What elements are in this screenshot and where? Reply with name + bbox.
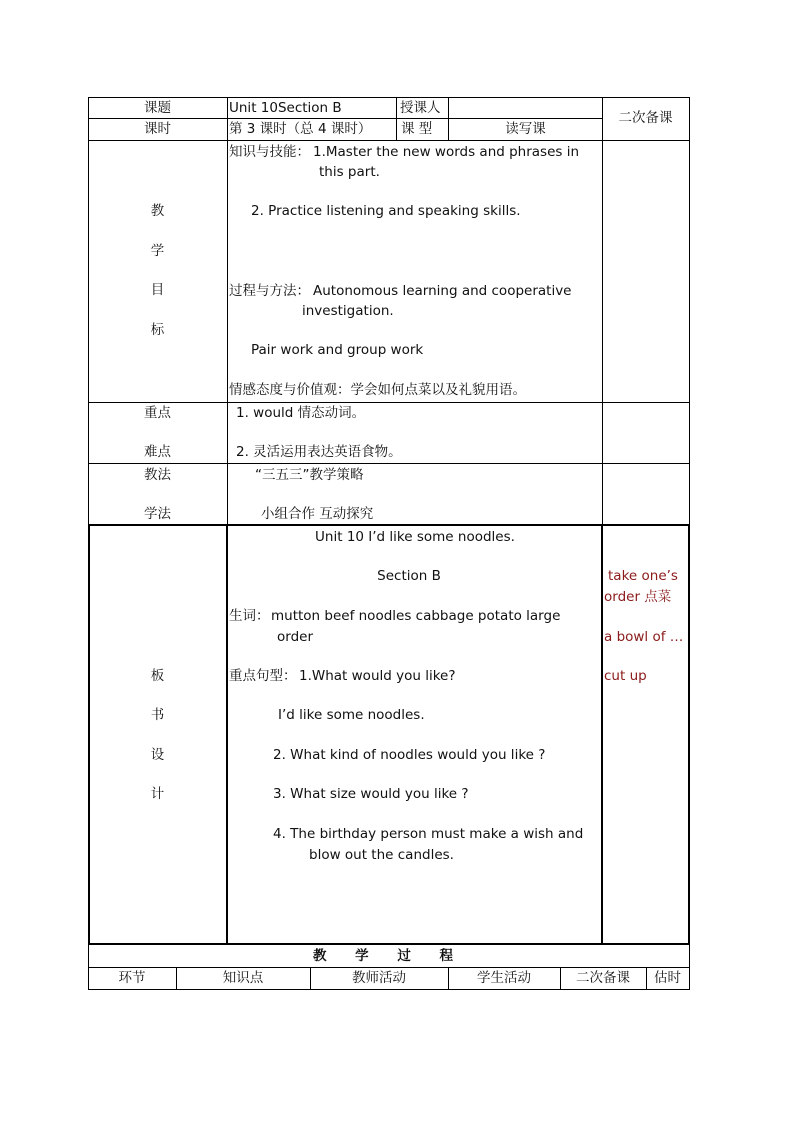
period-value: 第 3 课时（总 4 课时） <box>229 121 372 137</box>
board-section: Section B <box>377 568 441 584</box>
process-col-2: 知识点 <box>222 970 264 986</box>
rule-methods-bottom <box>88 524 690 526</box>
board-words-prefix: 生词： <box>229 608 270 624</box>
knowledge-1-line2: this part. <box>319 164 380 180</box>
board-label-1: 板 <box>150 668 165 684</box>
board-s1: 1.What would you like? <box>299 668 456 684</box>
board-s2: 2. What kind of noodles would you like ? <box>273 747 546 763</box>
process-col-6: 估时 <box>654 970 681 986</box>
knowledge-1-line1: 1.Master the new words and phrases in <box>313 144 580 160</box>
process-extra: Pair work and group work <box>251 342 424 358</box>
rule-keypoints-bottom <box>88 463 690 464</box>
board-s3: 3. What size would you like ? <box>273 786 469 802</box>
knowledge-2: 2. Practice listening and speaking skills. <box>251 203 521 219</box>
rule-header-v1 <box>396 97 397 140</box>
board-words-line1: mutton beef noodles cabbage potato large <box>271 608 561 624</box>
keypoints-label-2: 难点 <box>144 444 171 460</box>
process-col-3: 教师活动 <box>352 970 406 986</box>
process-title: 教 学 过 程 <box>312 948 466 964</box>
teacher-label: 授课人 <box>400 100 441 116</box>
board-note-2: order 点菜 <box>604 589 672 605</box>
board-sentences-prefix: 重点句型： <box>229 668 297 684</box>
topic-value: Unit 10Section B <box>229 100 342 116</box>
board-label-2: 书 <box>150 707 165 723</box>
board-s4-line2: blow out the candles. <box>309 847 454 863</box>
rule-label-col-thick <box>226 524 228 945</box>
methods-item-2: 小组合作 互动探究 <box>261 506 374 522</box>
process-col-5: 二次备课 <box>576 970 630 986</box>
process-prefix: 过程与方法： <box>229 283 310 299</box>
objectives-label-4: 标 <box>150 322 165 338</box>
keypoints-item-2: 2. 灵活运用表达英语食物。 <box>236 444 402 460</box>
board-title: Unit 10 I’d like some noodles. <box>315 529 515 545</box>
keypoints-item-1: 1. would 情态动词。 <box>236 405 366 421</box>
rule-bottom <box>88 989 690 990</box>
type-label: 课 型 <box>401 121 433 137</box>
board-words-line2: order <box>277 629 313 645</box>
topic-label: 课题 <box>144 100 171 116</box>
objectives-label-3: 目 <box>150 282 165 298</box>
board-label-3: 设 <box>150 747 165 763</box>
keypoints-label-1: 重点 <box>144 405 171 421</box>
methods-item-1: “三五三”教学策略 <box>255 467 364 483</box>
rule-left-thick <box>88 524 90 945</box>
rule-header-bottom <box>88 140 690 141</box>
objectives-label-2: 学 <box>150 243 165 259</box>
board-note-3: a bowl of … <box>604 629 684 645</box>
emotion: 情感态度与价值观：学会如何点菜以及礼貌用语。 <box>229 382 526 398</box>
methods-label-2: 学法 <box>144 506 171 522</box>
board-s1-answer: I’d like some noodles. <box>278 707 425 723</box>
board-note-4: cut up <box>604 668 647 684</box>
objectives-label-1: 教 <box>150 203 165 219</box>
process-line1: Autonomous learning and cooperative <box>313 283 572 299</box>
knowledge-prefix: 知识与技能： <box>229 144 310 160</box>
type-value: 读写课 <box>505 121 546 137</box>
process-line2: investigation. <box>302 303 394 319</box>
methods-label-1: 教法 <box>144 467 171 483</box>
period-label: 课时 <box>144 121 171 137</box>
board-label-4: 计 <box>150 786 165 802</box>
rule-right-thick <box>688 524 690 945</box>
rule-board-bottom <box>88 943 690 945</box>
process-col-4: 学生活动 <box>477 970 531 986</box>
board-note-1: take one’s <box>608 568 678 584</box>
board-s4-line1: 4. The birthday person must make a wish and <box>273 826 584 842</box>
process-col-1: 环节 <box>118 970 146 986</box>
rule-notes-col-thick <box>601 524 603 945</box>
second-prep-label: 二次备课 <box>618 110 673 126</box>
